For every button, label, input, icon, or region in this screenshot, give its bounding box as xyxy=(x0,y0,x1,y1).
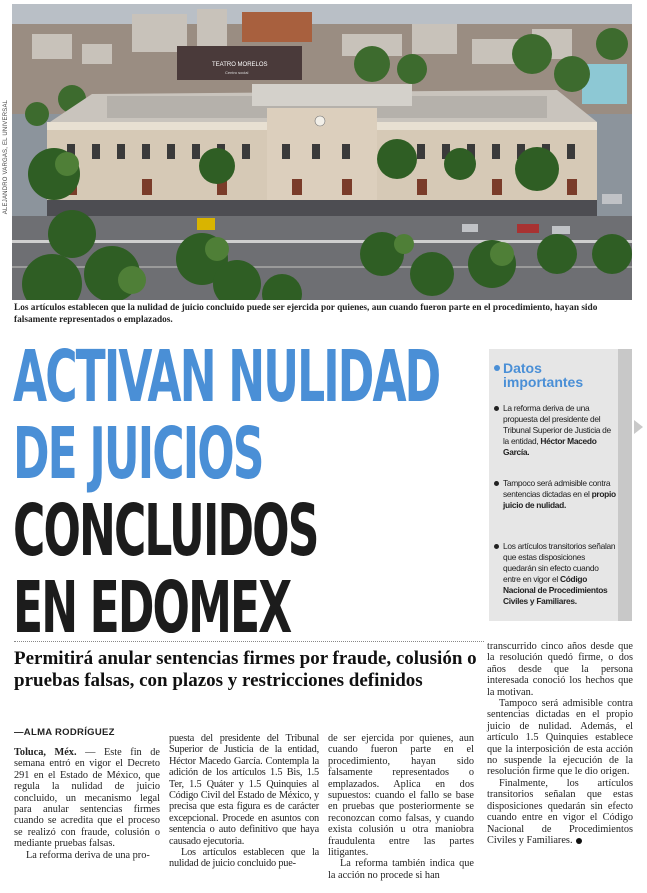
body-column-2 xyxy=(169,733,319,870)
sidebar-item: Tampoco será admisible contra sentencias dictadas en el propio juicio de nulidad. xyxy=(503,478,617,511)
bullet-icon xyxy=(494,544,499,549)
sidebar-item: La reforma deriva de una propuesta del presidente del Tribunal Superior de Justicia de la entidad, Héctor Macedo García. xyxy=(503,403,617,458)
sidebar-item: Los artículos transitorios señalan que estas disposiciones quedarán sin efecto cuando entre en vigor el Código Nacional de Procedimientos Civiles y Familiares. xyxy=(503,541,617,608)
aerial-city-photo xyxy=(12,4,632,300)
photo-caption: Los artículos establecen que la nulidad de juicio concluido puede ser ejercida por quienes, aun cuando fueron parte en el procedimiento, hayan sido falsamente representados o emplazados. xyxy=(14,303,598,326)
byline: —ALMA RODRÍGUEZ xyxy=(14,727,115,738)
paragraph: Finalmente, los artículos transitorios señalan que estas disposiciones quedarán sin efecto cuando entre en vigor el Código Nacional de Procedimientos Civiles y Familiares. xyxy=(487,777,633,846)
bullet-icon xyxy=(494,406,499,411)
paragraph: Toluca, Méx. — Este fin de semana entró en vigor el Decreto 291 en el Estado de México, que regula la nulidad de juicio concluido, un mecanismo legal para anular sentencias firmes cuando se acredita que el proceso se realizó con fraude, colusión o mediante pruebas falsas. xyxy=(14,747,160,850)
paragraph: puesta del presidente del Tribunal Superior de Justicia de la entidad, Héctor Macedo García. Contempla la adición de los artículos 1.5 Bis, 1.5 Ter, 1.5 Quáter y 1.5 Quinquies al Código Civil del Estado de México, y precisa que esta figura es de carácter excepcional. Procede en asuntos con sentencia o auto definitivo que haya causado ejecutoria. xyxy=(169,733,319,847)
theatre-sign: TEATRO MORELOS xyxy=(212,62,268,68)
headline xyxy=(13,335,440,649)
divider xyxy=(14,641,484,642)
facts-sidebar xyxy=(489,349,632,621)
headline-line-4: EN EDOMEX xyxy=(13,566,291,649)
theatre-sign-sub: Centro social xyxy=(225,70,249,75)
paragraph: transcurrido cinco años desde que la resolución quedó firme, o dos años desde que la persona interesada conoció los hechos que la motivan. xyxy=(487,641,633,698)
bullet-icon xyxy=(494,365,500,371)
headline-line-1: ACTIVAN NULIDAD xyxy=(13,335,440,418)
paragraph: La reforma también indica que la acción no procede si han xyxy=(328,858,474,881)
body-column-3 xyxy=(328,733,474,881)
paragraph: Los artículos establecen que la nulidad de juicio concluido pue- xyxy=(169,847,319,870)
bullet-icon xyxy=(494,481,499,486)
sidebar-edge-strip xyxy=(618,349,632,621)
dateline: Toluca, Méx. xyxy=(14,747,77,758)
paragraph: de ser ejercida por quienes, aun cuando fueron parte en el procedimiento, hayan sido falsamente representados o emplazados. Aplica en dos supuestos: cuando el fallo se base en pruebas que posteriormente se reconozcan como falsas, y cuando exista colusión u otra maniobra fraudulenta entre las partes litigantes. xyxy=(328,733,474,859)
headline-line-2: DE JUICIOS xyxy=(13,412,263,495)
paragraph: La reforma deriva de una pro- xyxy=(26,849,150,861)
sidebar-arrow-icon xyxy=(634,420,643,434)
headline-line-3: CONCLUIDOS xyxy=(13,489,318,572)
end-mark-icon xyxy=(576,838,582,844)
paragraph: Tampoco será admisible contra sentencias dictadas en el propio juicio de nulidad. Además, el artículo 1.5 Quinquies establece que la interposición de esta acción no suspende la ejecución de la resolución firme que le dio origen. xyxy=(487,698,633,778)
photo-credit: ALEJANDRO VARGAS, EL UNIVERSAL xyxy=(3,99,9,215)
body-column-1 xyxy=(14,747,160,861)
body-column-4 xyxy=(487,641,633,846)
subheadline: Permitirá anular sentencias firmes por fraude, colusión o pruebas falsas, con plazos y restricciones definidos xyxy=(14,648,477,691)
news-photo xyxy=(12,4,632,300)
sidebar-title: Datos importantes xyxy=(503,361,613,389)
